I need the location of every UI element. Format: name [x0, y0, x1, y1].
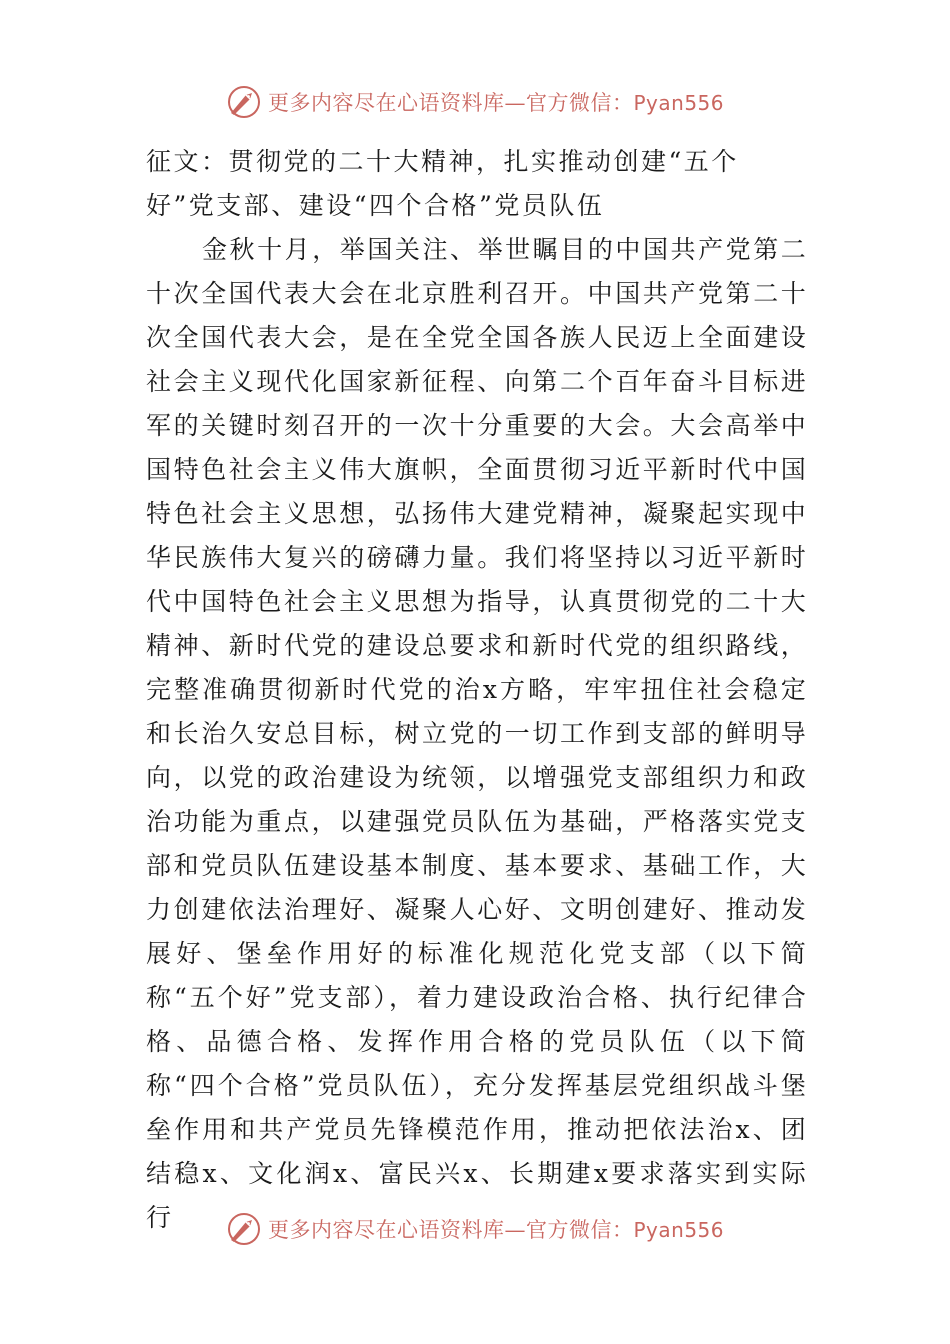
banner-label: 更多内容尽在心语资料库—官方微信：	[267, 91, 634, 115]
banner-wechat-id: Pyan556	[633, 1218, 724, 1242]
footer-banner	[0, 1207, 950, 1251]
document-title: 征文：贯彻党的二十大精神，扎实推动创建“五个好”党支部、建设“四个合格”党员队伍	[146, 147, 739, 220]
banner-label: 更多内容尽在心语资料库—官方微信：	[267, 1218, 634, 1242]
header-banner	[0, 80, 950, 124]
pen-nib-logo-icon	[226, 84, 262, 120]
pen-nib-logo-icon	[226, 1211, 262, 1247]
banner-content	[226, 1211, 724, 1247]
banner-wechat-id: Pyan556	[633, 91, 724, 115]
banner-text	[268, 87, 724, 117]
banner-text	[268, 1214, 724, 1244]
body-paragraph: 金秋十月，举国关注、举世瞩目的中国共产党第二十次全国代表大会在北京胜利召开。中国共产党第二十次全国代表大会，是在全党全国各族人民迈上全面建设社会主义现代化国家新征程、向第二个百年奋斗目标进军的关键时刻召开的一次十分重要的大会。大会高举中国特色社会主义伟大旗帜，全面贯彻习近平新时代中国特色社会主义思想，弘扬伟大建党精神，凝聚起实现中华民族伟大复兴的磅礴力量。我们将坚持以习近平新时代中国特色社会主义思想为指导，认真贯彻党的二十大精神、新时代党的建设总要求和新时代党的组织路线，完整准确贯彻新时代党的治x方略，牢牢扭住社会稳定和长治久安总目标，树立党的一切工作到支部的鲜明导向，以党的政治建设为统领，以增强党支部组织力和政治功能为重点，以建强党员队伍为基础，严格落实党支部和党员队伍建设基本制度、基本要求、基础工作，大力创建依法治理好、凝聚人心好、文明创建好、推动发展好、堡垒作用好的标准化规范化党支部（以下简称“五个好”党支部），着力建设政治合格、执行纪律合格、品德合格、发挥作用合格的党员队伍（以下简称“四个合格”党员队伍），充分发挥基层党组织战斗堡垒作用和共产党员先锋模范作用，推动把依法治x、团结稳x、文化润x、富民兴x、长期建x要求落实到实际行	[146, 235, 808, 1232]
document-body	[146, 140, 808, 1240]
banner-content	[226, 84, 724, 120]
